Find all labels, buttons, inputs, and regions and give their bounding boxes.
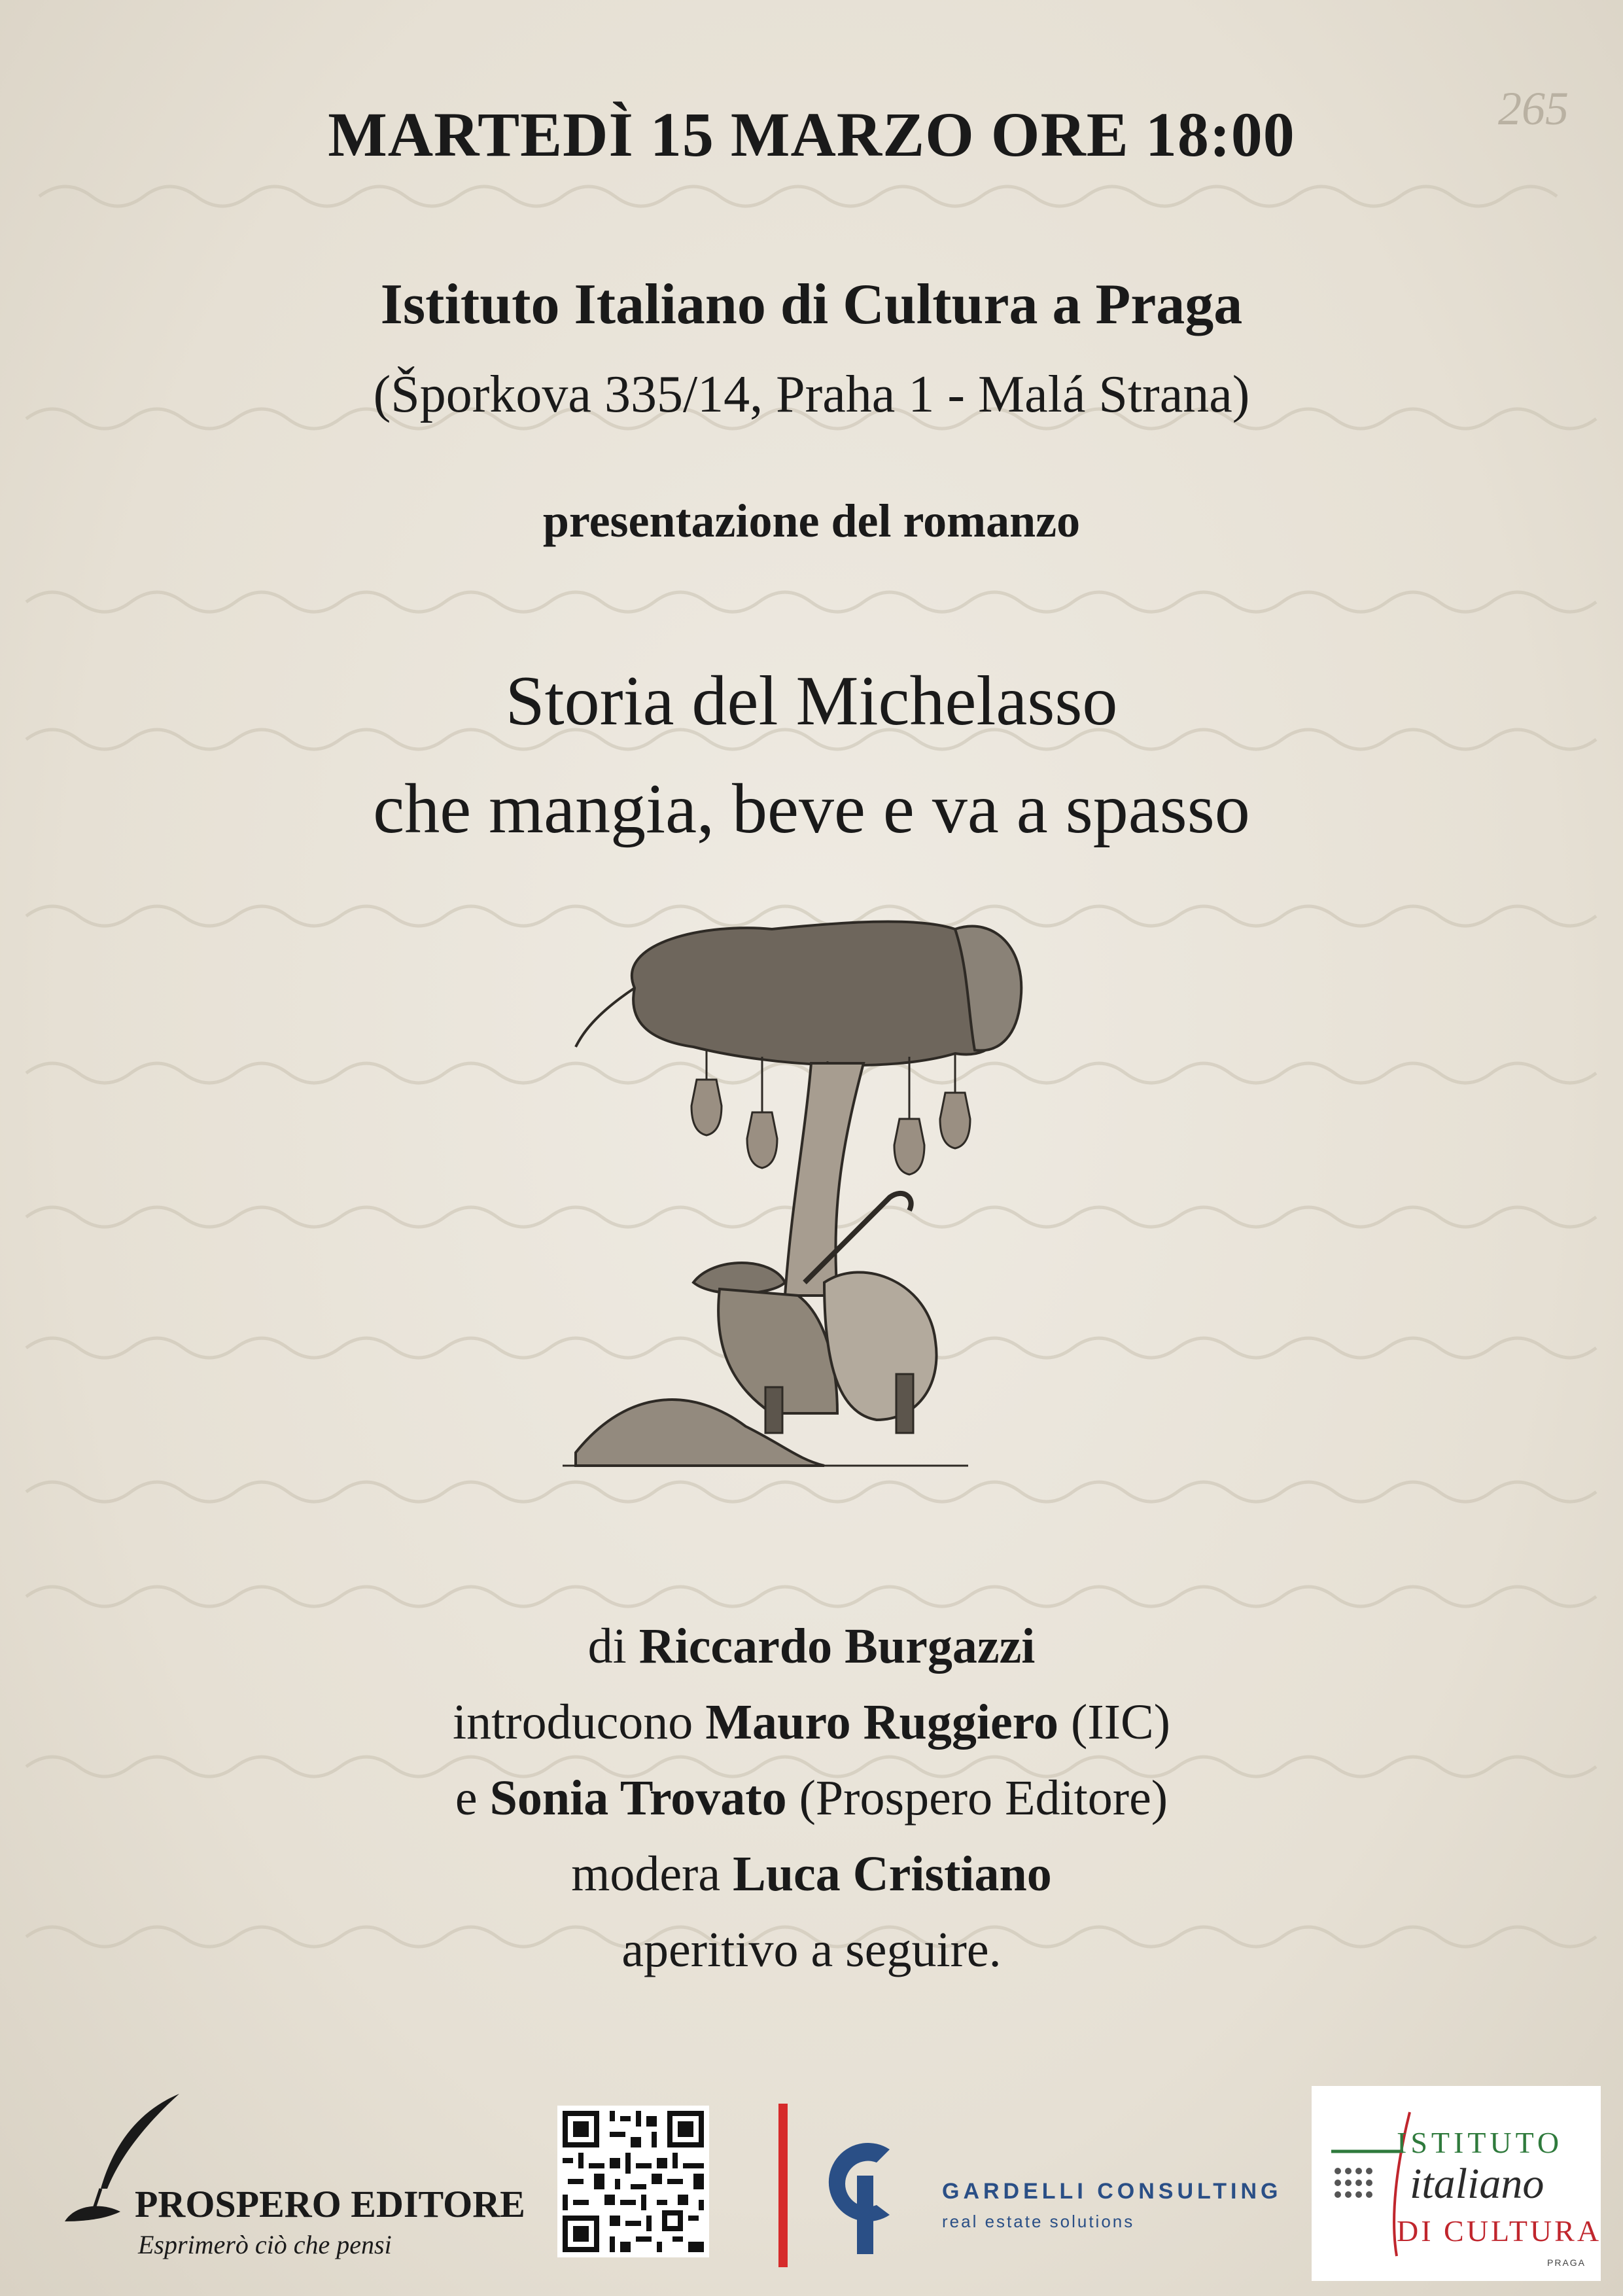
gardelli-name: GARDELLI CONSULTING: [942, 2179, 1282, 2204]
prospero-slogan: Esprimerò ciò che pensi: [138, 2230, 392, 2259]
venue-address: (Šporkova 335/14, Praha 1 - Malá Strana): [373, 366, 1250, 423]
introducer1-name: Mauro Ruggiero: [705, 1695, 1059, 1750]
venue-name: Istituto Italiano di Cultura a Praga: [380, 273, 1243, 336]
moderator-name: Luca Cristiano: [733, 1846, 1052, 1901]
introducer-line: [0, 1684, 1623, 1760]
iic-line2: italiano: [1410, 2160, 1544, 2208]
prospero-editore-logo[interactable]: [56, 2091, 527, 2261]
iic-praga-logo[interactable]: [1312, 2086, 1601, 2281]
gardelli-mark-icon: [778, 2104, 935, 2267]
moderator-line: [0, 1836, 1623, 1912]
author-line: [0, 1608, 1623, 1684]
introducer-prefix: introducono: [453, 1695, 693, 1750]
book-title-line2: che mangia, beve e va a spasso: [373, 770, 1250, 848]
qr-code[interactable]: [557, 2106, 709, 2257]
introducer2-line: [0, 1760, 1623, 1836]
introducer2-prefix: e: [455, 1771, 478, 1826]
prospero-name: PROSPERO EDITORE: [135, 2183, 525, 2225]
introducer1-affiliation: (IIC): [1071, 1695, 1170, 1750]
iic-line3: DI CULTURA: [1397, 2214, 1602, 2248]
credits-block: [0, 1608, 1623, 1988]
presentation-intro: presentazione del romanzo: [542, 495, 1081, 547]
iic-line1: ISTITUTO: [1397, 2126, 1563, 2159]
tree-shepherd-illustration: [497, 890, 1040, 1492]
introducer2-name: Sonia Trovato: [489, 1771, 787, 1826]
iic-city: PRAGA: [1547, 2257, 1586, 2268]
gardelli-consulting-logo[interactable]: [778, 2104, 1282, 2267]
closing-line: aperitivo a seguire.: [621, 1922, 1002, 1977]
author-name: Riccardo Burgazzi: [638, 1619, 1036, 1674]
book-title-line1: Storia del Michelasso: [505, 662, 1118, 740]
manuscript-page-number: 265: [1498, 82, 1569, 135]
moderator-prefix: modera: [571, 1846, 721, 1901]
introducer2-affiliation: (Prospero Editore): [799, 1771, 1168, 1826]
author-prefix: di: [587, 1619, 627, 1674]
gardelli-tagline: real estate solutions: [942, 2212, 1135, 2231]
event-date: MARTEDÌ 15 MARZO ORE 18:00: [328, 99, 1295, 169]
